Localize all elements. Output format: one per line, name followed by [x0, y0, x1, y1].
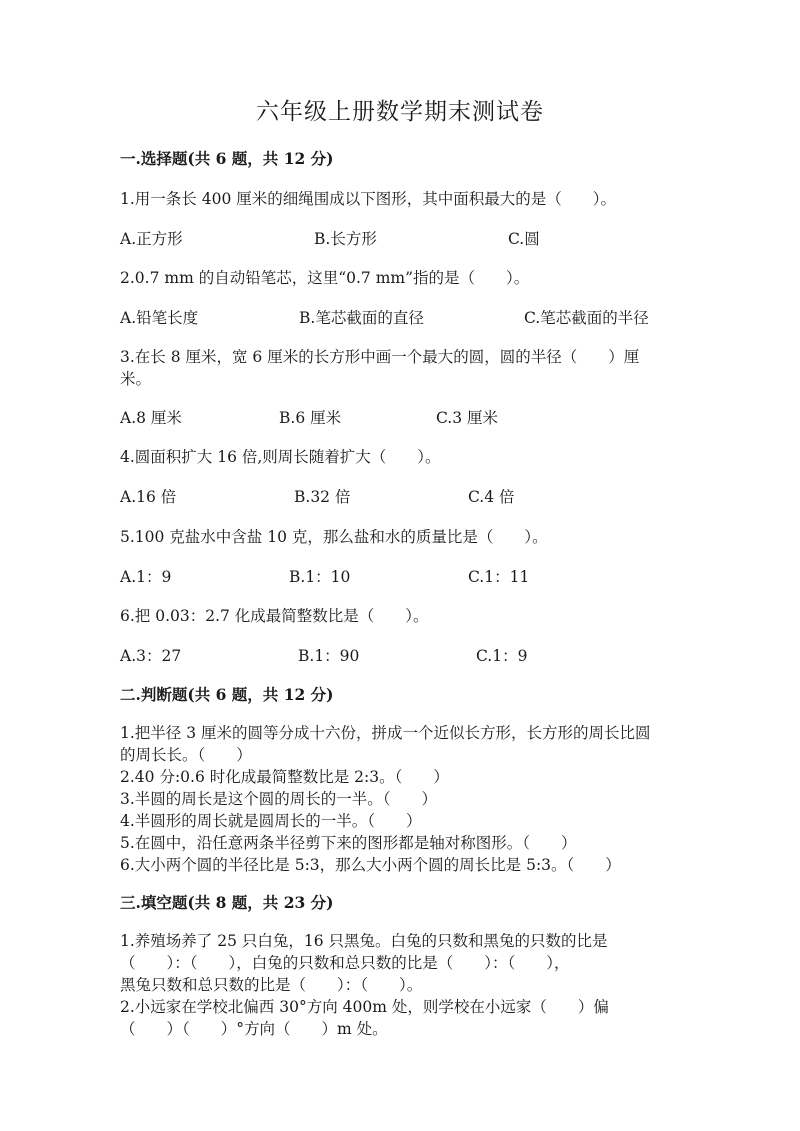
- question-text: 6.把 0.03：2.7 化成最简整数比是（ ）。: [120, 607, 429, 625]
- option-c: C.笔芯截面的半径: [524, 309, 649, 327]
- question-text: 5.100 克盐水中含盐 10 克，那么盐和水的质量比是（ ）。: [120, 528, 548, 546]
- statement-text: 1.把半径 3 厘米的圆等分成十六份，拼成一个近似长方形，长方形的周长比圆: [120, 724, 651, 742]
- option-b: B.6 厘米: [279, 409, 342, 427]
- option-a: A.1：9: [120, 568, 172, 586]
- option-a: A.铅笔长度: [120, 309, 199, 327]
- question-text: 4.圆面积扩大 16 倍,则周长随着扩大（ ）。: [120, 448, 441, 466]
- fill-text: （ ）（ ）°方向（ ）m 处。: [120, 1020, 388, 1038]
- option-c: C.1：9: [476, 647, 528, 665]
- option-a: A.16 倍: [120, 488, 177, 506]
- option-b: B.1：90: [298, 647, 360, 665]
- statement-text: 5.在圆中，沿任意两条半径剪下来的图形都是轴对称图形。（ ）: [120, 834, 577, 852]
- option-c: C.1：11: [468, 568, 530, 586]
- option-b: B.笔芯截面的直径: [299, 309, 424, 327]
- option-b: B.32 倍: [294, 488, 351, 506]
- fill-text: （ ）：（ ），白兔的只数和总只数的比是（ ）：（ ），: [120, 954, 570, 972]
- option-c: C.3 厘米: [436, 409, 499, 427]
- question-text: 1.用一条长 400 厘米的细绳围成以下图形，其中面积最大的是（ ）。: [120, 190, 616, 208]
- option-c: C.圆: [508, 230, 540, 248]
- fill-text: 黑兔只数和总只数的比是（ ）：（ ）。: [120, 976, 423, 994]
- question-text: 米。: [120, 370, 152, 388]
- option-a: A.正方形: [120, 230, 183, 248]
- statement-text: 3.半圆的周长是这个圆的周长的一半。（ ）: [120, 790, 438, 808]
- section-heading-judge: 二.判断题(共 6 题，共 12 分): [120, 685, 334, 704]
- page-title: 六年级上册数学期末测试卷: [256, 99, 544, 125]
- fill-text: 1.养殖场养了 25 只白兔，16 只黑兔。白兔的只数和黑兔的只数的比是: [120, 932, 608, 950]
- fill-text: 2.小远家在学校北偏西 30°方向 400m 处，则学校在小远家（ ）偏: [120, 998, 609, 1016]
- section-heading-choice: 一.选择题(共 6 题，共 12 分): [120, 149, 334, 168]
- question-text: 3.在长 8 厘米，宽 6 厘米的长方形中画一个最大的圆，圆的半径（ ）厘: [120, 348, 640, 366]
- option-a: A.3：27: [120, 647, 182, 665]
- statement-text: 的周长长。（ ）: [120, 746, 252, 764]
- section-heading-fill: 三.填空题(共 8 题，共 23 分): [120, 893, 334, 912]
- statement-text: 2.40 分:0.6 时化成最简整数比是 2:3。（ ）: [120, 768, 449, 786]
- option-b: B.1：10: [289, 568, 351, 586]
- option-c: C.4 倍: [468, 488, 515, 506]
- option-b: B.长方形: [314, 230, 377, 248]
- option-a: A.8 厘米: [120, 409, 182, 427]
- statement-text: 4.半圆形的周长就是圆周长的一半。（ ）: [120, 812, 422, 830]
- statement-text: 6.大小两个圆的半径比是 5:3，那么大小两个圆的周长比是 5:3。（ ）: [120, 856, 621, 874]
- question-text: 2.0.7 mm 的自动铅笔芯，这里“0.7 mm”指的是（ ）。: [120, 269, 530, 287]
